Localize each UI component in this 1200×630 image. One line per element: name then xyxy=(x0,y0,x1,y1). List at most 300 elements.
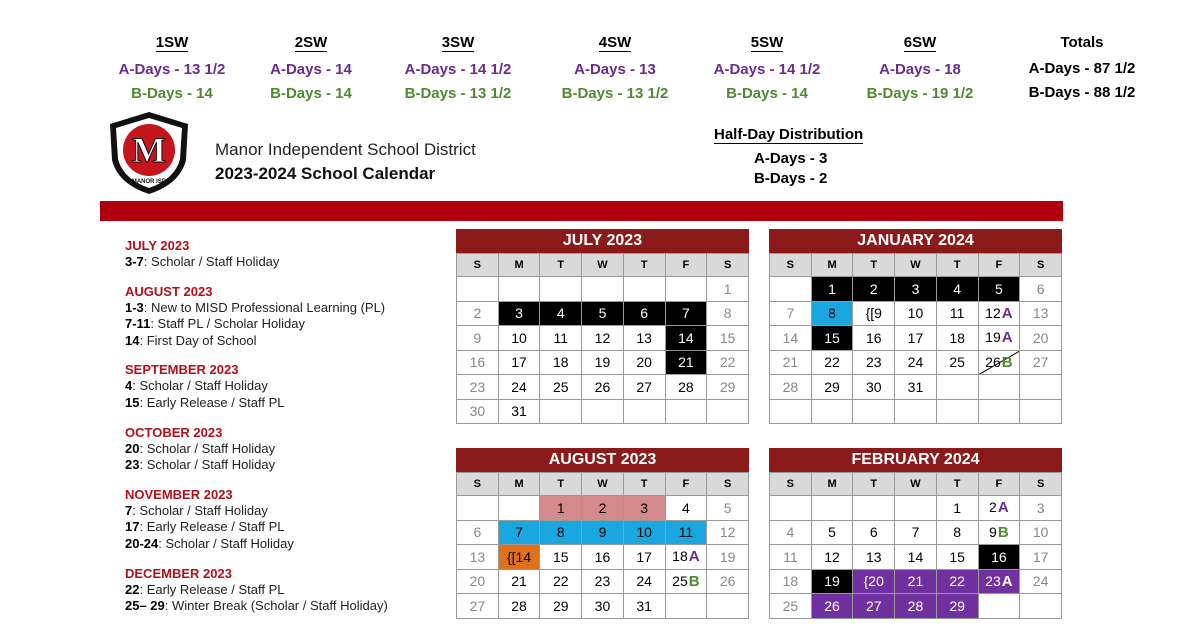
day-cell xyxy=(540,520,582,545)
event-text: : New to MISD Professional Learning (PL) xyxy=(143,299,386,315)
six-week-name: 5SW xyxy=(750,34,784,51)
b-day-marker: B xyxy=(688,572,700,590)
day-number: 6 xyxy=(1036,280,1045,297)
header-banner xyxy=(100,201,1063,221)
day-cell xyxy=(770,545,812,570)
event-month-heading: SEPTEMBER 2023 xyxy=(125,362,239,378)
day-cell xyxy=(498,496,540,521)
day-cell xyxy=(498,301,540,326)
day-cell xyxy=(540,375,582,400)
day-cell xyxy=(936,569,978,594)
day-number: 7 xyxy=(515,524,523,541)
day-cell xyxy=(853,520,895,545)
day-cell xyxy=(936,301,978,326)
a-days-count: A-Days - 18 xyxy=(879,61,961,78)
day-number: 22 xyxy=(552,573,569,590)
day-number: 8 xyxy=(828,305,836,322)
day-cell xyxy=(936,496,978,521)
day-number: 2 xyxy=(598,499,607,516)
day-cell xyxy=(853,301,895,326)
six-week-2 xyxy=(236,34,386,106)
day-number: 22 xyxy=(719,354,736,371)
day-cell xyxy=(623,496,665,521)
day-cell xyxy=(498,399,540,424)
day-cell xyxy=(978,301,1020,326)
a-days-count: A-Days - 13 xyxy=(574,61,656,78)
day-number: 25 xyxy=(949,354,965,371)
day-number: 3 xyxy=(911,280,920,297)
day-number: 20 xyxy=(1032,329,1049,346)
six-week-3 xyxy=(383,34,533,106)
event-item xyxy=(125,503,445,520)
day-cell xyxy=(665,594,707,619)
day-cell xyxy=(457,375,499,400)
event-item xyxy=(125,300,445,317)
day-cell xyxy=(540,350,582,375)
weekday-header: T xyxy=(540,473,582,496)
day-number: 20 xyxy=(469,573,486,590)
six-week-1 xyxy=(97,34,247,106)
day-cell xyxy=(978,326,1020,351)
day-number: 29 xyxy=(552,597,569,614)
day-number: 14 xyxy=(678,329,694,346)
day-number: 2 xyxy=(989,499,997,516)
day-number: 4 xyxy=(556,305,565,322)
day-cell xyxy=(498,569,540,594)
day-cell xyxy=(853,496,895,521)
day-cell xyxy=(498,350,540,375)
day-cell xyxy=(811,375,853,400)
day-number: 28 xyxy=(511,597,527,614)
event-date: 3-7 xyxy=(125,254,144,269)
day-cell xyxy=(665,399,707,424)
day-number: 28 xyxy=(907,597,924,614)
day-number: 14 xyxy=(782,329,799,346)
six-week-5 xyxy=(692,34,842,106)
a-day-marker: A xyxy=(997,499,1009,517)
day-number: 8 xyxy=(723,305,732,322)
day-number: 12 xyxy=(985,304,1001,321)
day-number: 21 xyxy=(907,573,924,590)
day-number: 6 xyxy=(640,305,649,322)
day-number: 8 xyxy=(556,524,565,541)
day-number: 30 xyxy=(865,378,882,395)
day-number: 11 xyxy=(783,548,798,565)
event-item xyxy=(125,582,445,599)
day-cell xyxy=(811,569,853,594)
b-day-marker: B xyxy=(997,523,1009,541)
weekday-header: M xyxy=(811,254,853,277)
event-text: : Staff PL / Scholar Holiday xyxy=(150,316,305,332)
day-number: 13 xyxy=(469,548,486,565)
event-text: : Early Release / Staff PL xyxy=(139,394,285,410)
shield-logo-icon xyxy=(106,110,192,196)
day-number: 11 xyxy=(949,305,965,322)
half-day-b: B-Days - 2 xyxy=(754,170,828,187)
day-cell xyxy=(582,326,624,351)
event-month-heading: JULY 2023 xyxy=(125,238,190,253)
day-cell xyxy=(936,375,978,400)
day-number: 24 xyxy=(636,573,652,590)
weekday-header: F xyxy=(978,473,1020,496)
day-number: {[14 xyxy=(506,548,532,565)
day-number: 10 xyxy=(907,305,924,322)
day-cell xyxy=(707,569,749,594)
day-cell xyxy=(457,350,499,375)
day-cell xyxy=(1020,399,1062,424)
day-cell xyxy=(895,594,937,619)
day-cell xyxy=(936,594,978,619)
event-text: : Scholar / Staff Holiday xyxy=(132,502,268,518)
day-number: 30 xyxy=(594,597,611,614)
day-cell xyxy=(936,326,978,351)
day-cell xyxy=(811,277,853,302)
day-cell xyxy=(457,520,499,545)
day-cell xyxy=(540,326,582,351)
day-number: 25 xyxy=(552,378,569,395)
event-date: 7 xyxy=(125,502,133,518)
weekday-header: W xyxy=(582,473,624,496)
weekday-header: S xyxy=(457,473,499,496)
day-cell xyxy=(623,326,665,351)
day-cell xyxy=(895,301,937,326)
event-item xyxy=(125,536,445,553)
event-date: 15 xyxy=(125,394,140,410)
weekday-header: T xyxy=(936,473,978,496)
day-number: 4 xyxy=(953,280,962,297)
day-number: 3 xyxy=(640,499,649,516)
weekday-header: M xyxy=(498,254,540,277)
day-cell xyxy=(895,569,937,594)
weekday-header: W xyxy=(895,254,937,277)
day-number: 18 xyxy=(672,548,688,565)
day-number: 10 xyxy=(636,524,652,541)
event-date: 14 xyxy=(125,332,140,348)
day-cell xyxy=(1020,326,1062,351)
day-number: 10 xyxy=(1032,524,1049,541)
six-week-name: Totals xyxy=(1060,34,1104,51)
calendar-title: 2023-2024 School Calendar xyxy=(215,164,436,183)
day-cell xyxy=(978,520,1020,545)
day-number: 18 xyxy=(949,329,965,346)
day-cell xyxy=(770,520,812,545)
six-week-7 xyxy=(1007,34,1157,105)
weekday-header: T xyxy=(936,254,978,277)
day-cell xyxy=(978,594,1020,619)
day-cell xyxy=(1020,545,1062,570)
day-cell xyxy=(1020,496,1062,521)
day-number: 27 xyxy=(469,597,486,614)
day-number: {[9 xyxy=(865,305,882,322)
calendar-february-2024 xyxy=(769,448,1062,619)
day-cell xyxy=(770,569,812,594)
day-number: 27 xyxy=(865,597,882,614)
weekday-header: F xyxy=(978,254,1020,277)
day-cell xyxy=(582,399,624,424)
day-cell xyxy=(582,350,624,375)
day-number: 19 xyxy=(719,548,736,565)
day-number: 9 xyxy=(989,523,997,540)
day-cell xyxy=(665,350,707,375)
month-grid xyxy=(456,253,749,424)
event-date: 22 xyxy=(125,581,140,597)
day-cell xyxy=(811,496,853,521)
event-item xyxy=(125,519,445,536)
weekday-header: T xyxy=(540,254,582,277)
day-cell xyxy=(936,350,978,375)
day-number: 17 xyxy=(511,354,527,371)
event-text: : Scholar / Staff Holiday xyxy=(158,535,294,551)
day-number: 19 xyxy=(594,354,611,371)
a-day-marker: A xyxy=(1001,572,1013,590)
day-cell xyxy=(457,326,499,351)
half-day-a: A-Days - 3 xyxy=(754,150,828,167)
b-days-count: B-Days - 13 1/2 xyxy=(561,85,669,102)
day-number: 28 xyxy=(678,378,694,395)
day-cell xyxy=(582,520,624,545)
day-number: 15 xyxy=(949,548,965,565)
day-number: 6 xyxy=(869,524,878,541)
six-week-4 xyxy=(540,34,690,106)
day-number: 24 xyxy=(1032,573,1049,590)
day-number: 30 xyxy=(469,403,486,420)
half-day-title: Half-Day Distribution xyxy=(714,126,864,143)
day-cell xyxy=(936,399,978,424)
day-cell xyxy=(457,301,499,326)
day-number: 18 xyxy=(552,354,569,371)
day-cell xyxy=(770,375,812,400)
a-days-count: A-Days - 13 1/2 xyxy=(118,61,226,78)
day-cell xyxy=(895,545,937,570)
day-cell xyxy=(540,496,582,521)
a-days-count: A-Days - 14 xyxy=(270,61,352,78)
day-cell xyxy=(623,375,665,400)
month-title: JULY 2023 xyxy=(456,229,749,253)
day-cell xyxy=(853,350,895,375)
day-cell xyxy=(540,301,582,326)
day-cell xyxy=(1020,375,1062,400)
weekday-header: S xyxy=(1020,473,1062,496)
day-number: 7 xyxy=(681,305,690,322)
day-cell xyxy=(978,569,1020,594)
day-cell xyxy=(540,569,582,594)
day-number: 6 xyxy=(473,524,482,541)
event-text: : Early Release / Staff PL xyxy=(139,519,285,535)
a-day-marker: A xyxy=(1001,329,1013,347)
weekday-header: T xyxy=(623,473,665,496)
day-number: 12 xyxy=(719,524,736,541)
day-cell xyxy=(665,496,707,521)
event-item xyxy=(125,378,445,395)
calendar-january-2024 xyxy=(769,229,1062,424)
weekday-header: T xyxy=(853,473,895,496)
day-number: 15 xyxy=(719,329,736,346)
day-cell xyxy=(623,350,665,375)
event-text: : Scholar / Staff Holiday xyxy=(143,254,280,269)
day-cell xyxy=(1020,350,1062,375)
day-cell xyxy=(665,569,707,594)
day-number: 26 xyxy=(594,378,611,395)
day-cell xyxy=(665,277,707,302)
day-number: 28 xyxy=(782,378,799,395)
day-number: 18 xyxy=(782,573,799,590)
day-cell xyxy=(707,496,749,521)
day-number: 12 xyxy=(824,548,840,565)
weekday-header: W xyxy=(895,473,937,496)
day-cell xyxy=(895,399,937,424)
b-days-count: B-Days - 14 xyxy=(726,85,808,102)
day-cell xyxy=(853,375,895,400)
day-cell xyxy=(707,399,749,424)
day-cell xyxy=(582,277,624,302)
day-cell xyxy=(540,594,582,619)
day-cell xyxy=(811,520,853,545)
day-number: 27 xyxy=(636,378,652,395)
day-number: 31 xyxy=(511,403,527,420)
day-cell xyxy=(1020,277,1062,302)
weekday-header: T xyxy=(853,254,895,277)
day-cell xyxy=(1020,594,1062,619)
day-number: 17 xyxy=(1032,548,1049,565)
event-text: : Early Release / Staff PL xyxy=(139,581,285,597)
events-list xyxy=(125,238,445,615)
day-cell xyxy=(707,350,749,375)
weekday-header: S xyxy=(707,254,749,277)
day-number: 25 xyxy=(782,597,799,614)
event-text: : Winter Break (Scholar / Staff Holiday) xyxy=(164,598,388,614)
event-item xyxy=(125,254,445,271)
day-cell xyxy=(811,545,853,570)
day-number: 16 xyxy=(991,548,1007,565)
day-cell xyxy=(498,277,540,302)
day-cell xyxy=(623,399,665,424)
day-cell xyxy=(457,277,499,302)
six-week-name: 6SW xyxy=(903,34,937,51)
a-days-count: A-Days - 14 1/2 xyxy=(404,61,512,78)
day-cell xyxy=(623,277,665,302)
weekday-header: S xyxy=(457,254,499,277)
event-date: 4 xyxy=(125,378,133,394)
day-cell xyxy=(665,545,707,570)
day-cell xyxy=(623,569,665,594)
day-cell xyxy=(895,326,937,351)
day-cell xyxy=(853,326,895,351)
day-cell xyxy=(582,496,624,521)
day-number: 26 xyxy=(719,573,736,590)
event-month-heading: AUGUST 2023 xyxy=(125,283,213,299)
event-date: 1-3 xyxy=(125,299,144,315)
day-cell xyxy=(770,399,812,424)
b-days-count: B-Days - 13 1/2 xyxy=(404,85,512,102)
day-number: 11 xyxy=(553,329,569,346)
day-cell xyxy=(707,301,749,326)
day-cell xyxy=(582,375,624,400)
event-date: 7-11 xyxy=(125,316,151,332)
day-number: 1 xyxy=(723,280,732,297)
day-cell xyxy=(623,520,665,545)
weekday-header: S xyxy=(707,473,749,496)
day-number: 7 xyxy=(786,305,795,322)
day-cell xyxy=(811,594,853,619)
day-number: 29 xyxy=(719,378,736,395)
day-cell xyxy=(707,594,749,619)
day-cell xyxy=(540,399,582,424)
day-cell xyxy=(498,545,540,570)
weekday-header: S xyxy=(1020,254,1062,277)
day-cell xyxy=(895,277,937,302)
day-cell xyxy=(665,326,707,351)
day-number: 12 xyxy=(594,329,611,346)
day-cell xyxy=(770,594,812,619)
month-grid xyxy=(769,253,1062,424)
day-cell xyxy=(457,569,499,594)
a-days-count: A-Days - 14 1/2 xyxy=(713,61,821,78)
day-cell xyxy=(936,520,978,545)
weekday-header: T xyxy=(623,254,665,277)
logo-caption: MANOR ISD xyxy=(131,179,167,185)
day-cell xyxy=(1020,569,1062,594)
day-cell xyxy=(623,594,665,619)
day-cell xyxy=(936,277,978,302)
day-cell xyxy=(582,569,624,594)
day-number: 4 xyxy=(681,499,690,516)
weekday-header: S xyxy=(770,254,812,277)
event-item xyxy=(125,316,445,333)
six-week-6 xyxy=(845,34,995,106)
b-days-count: B-Days - 19 1/2 xyxy=(866,85,974,102)
weekday-header: W xyxy=(582,254,624,277)
weekday-header: F xyxy=(665,254,707,277)
weekday-header: S xyxy=(770,473,812,496)
event-date: 17 xyxy=(125,519,140,535)
month-title: JANUARY 2024 xyxy=(769,229,1062,253)
day-cell xyxy=(498,594,540,619)
day-cell xyxy=(770,496,812,521)
day-cell xyxy=(582,301,624,326)
weekday-header: M xyxy=(498,473,540,496)
event-item xyxy=(125,395,445,412)
day-cell xyxy=(540,545,582,570)
day-number: 9 xyxy=(473,329,482,346)
event-month-heading: NOVEMBER 2023 xyxy=(125,486,233,502)
a-days-count: A-Days - 87 1/2 xyxy=(1028,60,1136,77)
day-number: 9 xyxy=(598,524,607,541)
day-cell xyxy=(978,545,1020,570)
day-cell xyxy=(895,496,937,521)
day-number: 2 xyxy=(473,305,482,322)
day-cell xyxy=(498,326,540,351)
day-number: 31 xyxy=(636,597,652,614)
day-cell xyxy=(623,301,665,326)
day-cell xyxy=(707,545,749,570)
day-number: 16 xyxy=(469,354,486,371)
day-cell xyxy=(811,399,853,424)
day-cell xyxy=(895,375,937,400)
day-number: 19 xyxy=(985,329,1001,346)
day-cell xyxy=(457,545,499,570)
day-number: 5 xyxy=(994,280,1003,297)
day-number: 21 xyxy=(511,573,527,590)
day-cell xyxy=(770,277,812,302)
day-number: 25 xyxy=(672,572,688,589)
day-number: 22 xyxy=(949,573,965,590)
day-number: 7 xyxy=(911,524,920,541)
day-cell xyxy=(1020,520,1062,545)
day-number: 5 xyxy=(828,524,836,541)
month-title: AUGUST 2023 xyxy=(456,448,749,472)
event-date: 25– 29 xyxy=(125,598,165,614)
calendar-august-2023 xyxy=(456,448,749,619)
